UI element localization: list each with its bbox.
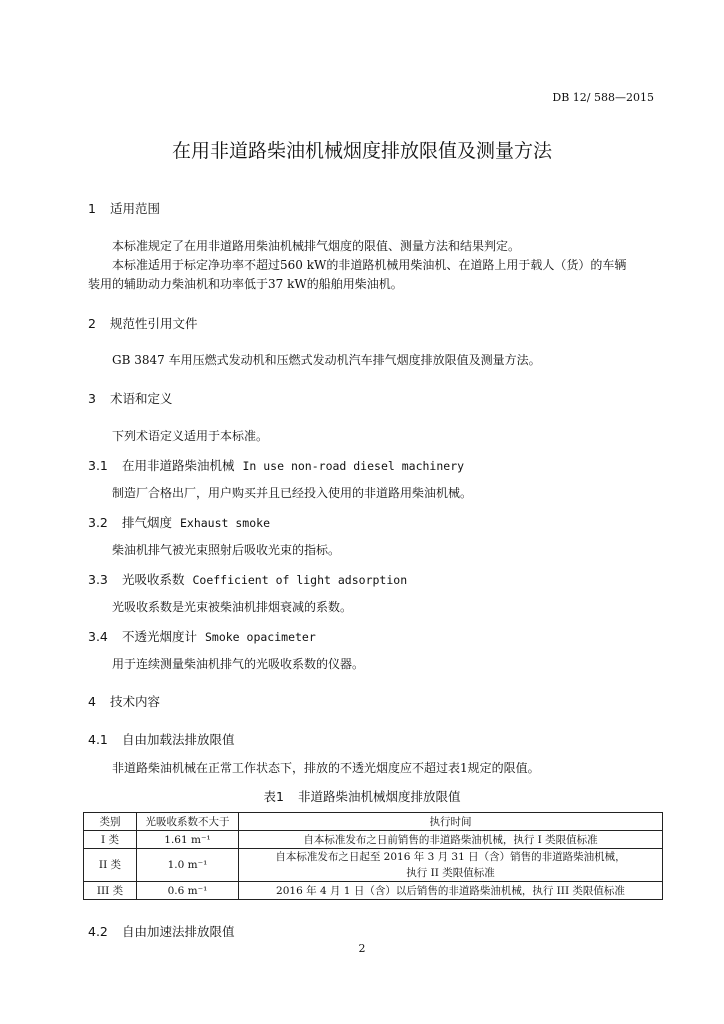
subsection-4-1-heading [88,730,235,748]
subsection-number: 4.1 [88,732,108,747]
header-coefficient: 光吸收系数不大于 [137,813,239,831]
term-number: 3.3 [88,572,108,587]
cell-line: 执行 II 类限值标准 [406,867,495,879]
subsection-title: 自由加速法排放限值 [121,924,235,939]
section-title: 规范性引用文件 [109,316,198,331]
table-row [84,831,663,849]
paragraph: 下列术语定义适用于本标准。 [112,429,269,443]
cell-category: II 类 [84,849,137,882]
cell-limit: 1.0 m⁻¹ [137,849,239,882]
term-en: Exhaust smoke [179,516,270,530]
section-number: 2 [88,316,96,331]
subsection-title: 自由加载法排放限值 [121,732,235,747]
term-definition: 光吸收系数是光束被柴油机排烟衰减的系数。 [112,600,353,614]
subsection-number: 4.2 [88,924,108,939]
cell-category: I 类 [84,831,137,849]
paragraph: GB 3847 车用压燃式发动机和压燃式发动机汽车排气烟度排放限值及测量方法。 [112,353,541,367]
term-3-2-heading [88,513,270,531]
term-zh: 光吸收系数 [121,572,185,587]
term-number: 3.2 [88,515,108,530]
table-number: 表1 [263,789,284,804]
term-zh: 排气烟度 [121,515,172,530]
header-category: 类别 [84,813,137,831]
term-en: In use non-road diesel machinery [242,459,465,473]
term-zh: 在用非道路柴油机械 [121,458,235,473]
cell-line: 自本标准发布之日起至 2016 年 3 月 31 日（含）销售的非道路柴油机械， [275,851,626,863]
term-definition: 柴油机排气被光束照射后吸收光束的指标。 [112,543,341,557]
term-number: 3.1 [88,458,108,473]
paragraph-continuation: 装用的辅助动力柴油机和功率低于37 kW的船舶用柴油机。 [88,277,403,291]
emission-limit-table [83,812,663,900]
section-1-heading [88,199,160,217]
term-zh: 不透光烟度计 [121,629,197,644]
term-3-4-heading [88,627,316,645]
section-title: 适用范围 [109,201,160,216]
term-en: Smoke opacimeter [204,630,316,644]
section-title: 术语和定义 [109,391,173,406]
paragraph: 本标准适用于标定净功率不超过560 kW的非道路机械用柴油机、在道路上用于载人（货）的车辆 [112,258,627,272]
table-header-row [84,813,663,831]
cell-category: III 类 [84,882,137,900]
section-number: 4 [88,694,96,709]
section-2-heading [88,314,198,332]
cell-effective-time [239,849,663,882]
table-caption [0,787,724,805]
document-code: DB 12/ 588—2015 [552,91,654,104]
header-effective-time: 执行时间 [239,813,663,831]
cell-limit: 1.61 m⁻¹ [137,831,239,849]
paragraph: 本标准规定了在用非道路用柴油机械排气烟度的限值、测量方法和结果判定。 [112,239,521,253]
section-4-heading [88,692,160,710]
section-number: 1 [88,201,96,216]
term-number: 3.4 [88,629,108,644]
cell-effective-time: 自本标准发布之日前销售的非道路柴油机械，执行 I 类限值标准 [239,831,663,849]
document-title: 在用非道路柴油机械烟度排放限值及测量方法 [171,140,552,162]
page-number: 2 [358,942,366,955]
paragraph: 非道路柴油机械在正常工作状态下，排放的不透光烟度应不超过表1规定的限值。 [112,761,540,775]
term-3-1-heading [88,456,464,474]
table-row [84,849,663,882]
section-title: 技术内容 [109,694,160,709]
table-row [84,882,663,900]
term-definition: 用于连续测量柴油机排气的光吸收系数的仪器。 [112,657,365,671]
cell-limit: 0.6 m⁻¹ [137,882,239,900]
term-definition: 制造厂合格出厂，用户购买并且已经投入使用的非道路用柴油机械。 [112,486,473,500]
subsection-4-2-heading [88,922,235,940]
cell-effective-time: 2016 年 4 月 1 日（含）以后销售的非道路柴油机械，执行 III 类限值标准 [239,882,663,900]
section-number: 3 [88,391,96,406]
term-en: Coefficient of light adsorption [192,573,408,587]
table-title: 非道路柴油机械烟度排放限值 [297,789,461,804]
section-3-heading [88,389,173,407]
term-3-3-heading [88,570,407,588]
